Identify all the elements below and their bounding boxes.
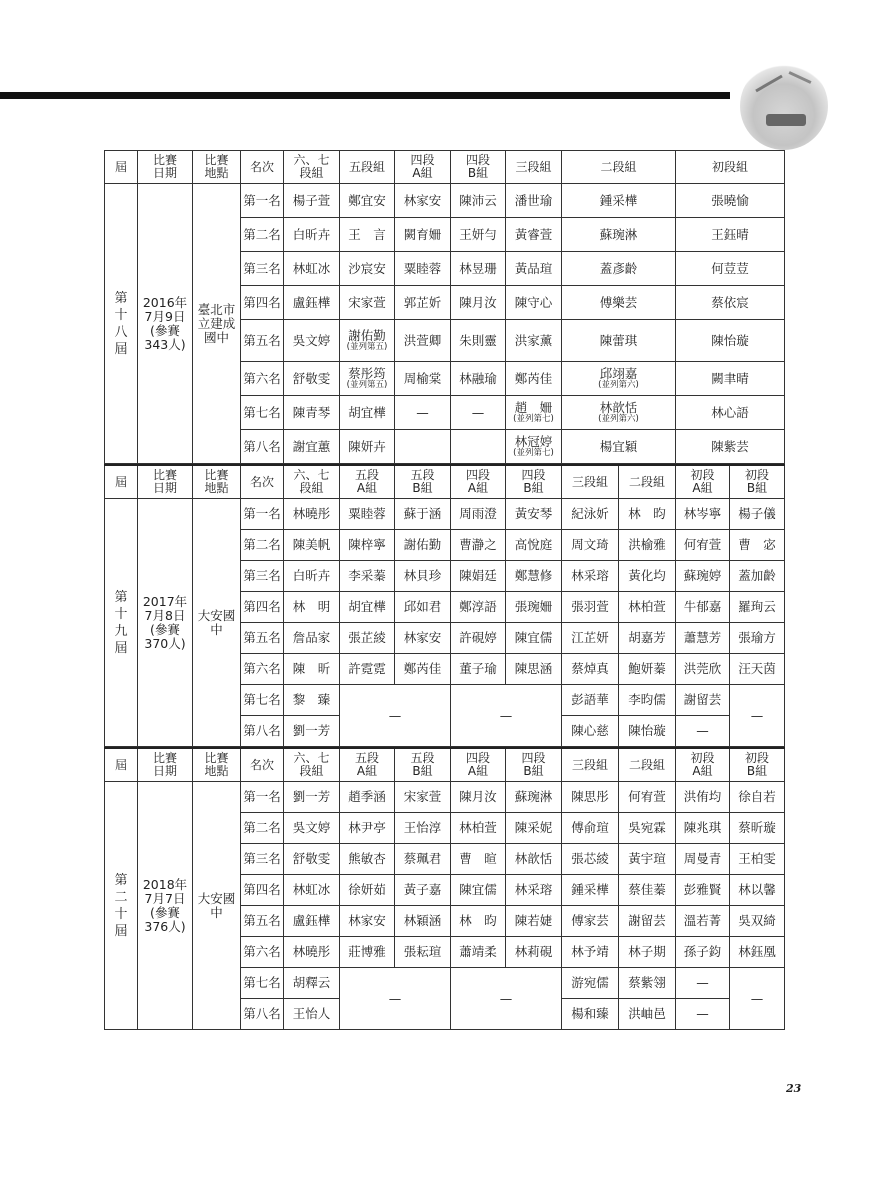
name-cell: 傅樂芸 (562, 286, 676, 320)
name-cell: 林歆恬 (506, 844, 562, 875)
name-cell (562, 396, 676, 430)
name-cell: 陳青琴 (284, 396, 340, 430)
period-cell: 第 十 八 屆 (105, 184, 138, 464)
name-cell: 沙宸安 (340, 252, 395, 286)
name-cell: 蓋彥齡 (562, 252, 676, 286)
empty-dash-cell: — (676, 999, 730, 1030)
header-cell: 比賽 日期 (138, 748, 193, 782)
header-row (105, 748, 785, 782)
name-cell: 盧鈺樺 (284, 286, 340, 320)
name-cell: 蕭慧芳 (676, 623, 730, 654)
header-row (105, 151, 785, 184)
empty-dash-cell: — (395, 396, 451, 430)
rank-cell: 第四名 (241, 286, 284, 320)
name-cell: 江芷妍 (562, 623, 619, 654)
empty-dash-cell: — (730, 968, 785, 1030)
header-cell: 名次 (241, 151, 284, 184)
header-cell: 名次 (241, 465, 284, 499)
name-cell: 林子期 (619, 937, 676, 968)
name-cell (506, 396, 562, 430)
name-cell: 林家安 (395, 184, 451, 218)
place-cell: 臺北市 立建成 國中 (193, 184, 241, 464)
header-cell: 四段 A組 (395, 151, 451, 184)
top-rule (0, 92, 730, 99)
name-text: 邱翊嘉 (599, 366, 638, 381)
name-cell: 朱則靈 (451, 320, 506, 362)
rank-cell: 第六名 (241, 937, 284, 968)
name-cell: 紀泳妡 (562, 499, 619, 530)
tie-note: (並列第七) (513, 448, 554, 458)
empty-dash-cell: — (340, 685, 451, 747)
name-cell: 張芷綾 (340, 623, 395, 654)
name-cell: 曹 宓 (730, 530, 785, 561)
name-cell: 黎 臻 (284, 685, 340, 716)
name-cell: 傅家芸 (562, 906, 619, 937)
header-cell: 屆 (105, 151, 138, 184)
header-cell: 五段組 (340, 151, 395, 184)
header-cell: 六、七 段組 (284, 465, 340, 499)
name-cell: 洪家薰 (506, 320, 562, 362)
name-cell: 舒敬雯 (284, 844, 340, 875)
name-cell: 邱如君 (395, 592, 451, 623)
name-cell: 曹 暄 (451, 844, 506, 875)
name-cell: 蘇琬淋 (506, 782, 562, 813)
name-cell: 陳美帆 (284, 530, 340, 561)
name-cell: 陳思彤 (562, 782, 619, 813)
name-cell: 胡嘉芳 (619, 623, 676, 654)
name-cell: 張瑜方 (730, 623, 785, 654)
name-cell: 王怡淳 (395, 813, 451, 844)
name-cell: 宋家萱 (395, 782, 451, 813)
header-cell: 三段組 (562, 465, 619, 499)
name-cell: 陳宜儒 (451, 875, 506, 906)
name-cell: 洪侑均 (676, 782, 730, 813)
name-cell: 王 言 (340, 218, 395, 252)
name-cell: 張曉愉 (676, 184, 785, 218)
header-cell: 四段 B組 (451, 151, 506, 184)
name-cell: 游宛儒 (562, 968, 619, 999)
tie-note: (並列第五) (346, 342, 388, 352)
empty-dash-cell: — (451, 396, 506, 430)
name-cell: 胡宜樺 (340, 396, 395, 430)
name-cell: 何宥萱 (676, 530, 730, 561)
header-cell: 二段組 (619, 465, 676, 499)
name-cell: 許霓霓 (340, 654, 395, 685)
rank-cell: 第五名 (241, 623, 284, 654)
name-cell: 王鈺晴 (676, 218, 785, 252)
rank-cell: 第六名 (241, 654, 284, 685)
name-cell: 吳宛霖 (619, 813, 676, 844)
name-cell: 陳兆琪 (676, 813, 730, 844)
header-row (105, 465, 785, 499)
name-cell: 謝佑勤 (395, 530, 451, 561)
name-cell: 粟睦蓉 (395, 252, 451, 286)
name-cell: 吳双綺 (730, 906, 785, 937)
name-cell: 陳守心 (506, 286, 562, 320)
name-cell: 何荳荳 (676, 252, 785, 286)
table-19th (104, 464, 785, 747)
header-cell: 初段 B組 (730, 465, 785, 499)
name-cell: 高悅庭 (506, 530, 562, 561)
name-cell: 潘世瑜 (506, 184, 562, 218)
name-cell: 陳怡璇 (619, 716, 676, 747)
empty-cell (395, 430, 451, 464)
header-cell: 名次 (241, 748, 284, 782)
rank-cell: 第三名 (241, 252, 284, 286)
rank-cell: 第四名 (241, 875, 284, 906)
name-cell: 溫若菁 (676, 906, 730, 937)
header-cell: 六、七 段組 (284, 748, 340, 782)
decorative-illustration (740, 62, 828, 150)
name-cell: 黃宇瑄 (619, 844, 676, 875)
name-cell: 蔡焯真 (562, 654, 619, 685)
name-cell: 徐妍茹 (340, 875, 395, 906)
name-cell: 劉一芳 (284, 782, 340, 813)
name-cell: 周榆棠 (395, 362, 451, 396)
name-cell: 楊子萱 (284, 184, 340, 218)
name-cell: 林昱珊 (451, 252, 506, 286)
header-cell: 屆 (105, 465, 138, 499)
name-cell: 蔡依宸 (676, 286, 785, 320)
name-cell: 蔡昕璇 (730, 813, 785, 844)
name-cell: 洪榆雅 (619, 530, 676, 561)
empty-dash-cell: — (340, 968, 451, 1030)
header-cell: 二段組 (562, 151, 676, 184)
rank-cell: 第五名 (241, 906, 284, 937)
page-number: 23 (786, 1082, 802, 1095)
name-cell: 林莉硯 (506, 937, 562, 968)
table-18th (104, 150, 785, 464)
name-cell: 陳梓寧 (340, 530, 395, 561)
header-cell: 五段 B組 (395, 748, 451, 782)
name-cell: 林家安 (395, 623, 451, 654)
name-cell: 曹瀞之 (451, 530, 506, 561)
name-cell: 張耘瑄 (395, 937, 451, 968)
name-cell (340, 320, 395, 362)
name-cell: 羅珣云 (730, 592, 785, 623)
place-cell: 大安國 中 (193, 782, 241, 1030)
header-cell: 比賽 日期 (138, 151, 193, 184)
place-cell: 大安國 中 (193, 499, 241, 747)
name-cell: 彭雅賢 (676, 875, 730, 906)
name-cell: 吳文婷 (284, 320, 340, 362)
empty-dash-cell: — (730, 685, 785, 747)
header-cell: 比賽 地點 (193, 748, 241, 782)
name-cell: 陳月汝 (451, 782, 506, 813)
header-cell: 四段 B組 (506, 748, 562, 782)
name-cell (340, 362, 395, 396)
results-tables (104, 150, 782, 1030)
name-text: 謝佑勤 (348, 328, 386, 343)
name-cell: 舒敬雯 (284, 362, 340, 396)
name-cell: 鍾采樺 (562, 184, 676, 218)
name-cell: 蔡珮君 (395, 844, 451, 875)
name-cell: 牛郁嘉 (676, 592, 730, 623)
name-cell: 董子瑜 (451, 654, 506, 685)
header-cell: 初段 A組 (676, 465, 730, 499)
name-cell: 傅俞瑄 (562, 813, 619, 844)
name-cell: 張琬姍 (506, 592, 562, 623)
name-cell: 周雨澄 (451, 499, 506, 530)
name-cell: 黃品瑄 (506, 252, 562, 286)
name-cell: 趙季涵 (340, 782, 395, 813)
name-cell: 林貝珍 (395, 561, 451, 592)
name-cell: 陳妍卉 (340, 430, 395, 464)
period-cell: 第 十 九 屆 (105, 499, 138, 747)
rank-cell: 第一名 (241, 184, 284, 218)
rank-cell: 第七名 (241, 685, 284, 716)
name-cell: 林曉彤 (284, 499, 340, 530)
name-cell: 林心語 (676, 396, 785, 430)
name-cell: 王妍勻 (451, 218, 506, 252)
name-cell: 林鈺凰 (730, 937, 785, 968)
rank-cell: 第二名 (241, 813, 284, 844)
name-cell: 洪莞欣 (676, 654, 730, 685)
name-cell: 詹品家 (284, 623, 340, 654)
header-cell: 六、七 段組 (284, 151, 340, 184)
name-cell: 陳 昕 (284, 654, 340, 685)
header-cell: 比賽 地點 (193, 151, 241, 184)
name-cell: 林柏萱 (619, 592, 676, 623)
name-cell: 林尹亭 (340, 813, 395, 844)
name-cell: 徐自若 (730, 782, 785, 813)
tie-note: (並列第七) (513, 414, 554, 424)
rank-cell: 第八名 (241, 999, 284, 1030)
header-cell: 屆 (105, 748, 138, 782)
name-cell: 黃睿萱 (506, 218, 562, 252)
name-cell: 林 昀 (619, 499, 676, 530)
name-cell (506, 430, 562, 464)
name-cell: 鄭慧修 (506, 561, 562, 592)
header-cell: 二段組 (619, 748, 676, 782)
name-cell: 陳心慈 (562, 716, 619, 747)
name-cell: 黃子嘉 (395, 875, 451, 906)
name-text: 蔡彤筠 (348, 366, 386, 381)
name-cell: 張羽萱 (562, 592, 619, 623)
name-cell: 彭語華 (562, 685, 619, 716)
name-text: 趙 姍 (514, 400, 553, 415)
name-cell: 林予靖 (562, 937, 619, 968)
name-cell: 白昕卉 (284, 561, 340, 592)
name-cell: 王柏雯 (730, 844, 785, 875)
name-cell: 林采瑢 (506, 875, 562, 906)
name-cell: 熊敏杏 (340, 844, 395, 875)
name-cell: 莊博雅 (340, 937, 395, 968)
rank-cell: 第三名 (241, 561, 284, 592)
name-cell: 林融瑜 (451, 362, 506, 396)
name-cell: 林虹冰 (284, 875, 340, 906)
date-cell: 2016年 7月9日 (參賽 343人) (138, 184, 193, 464)
table-20th (104, 747, 785, 1030)
name-cell: 陳蕾琪 (562, 320, 676, 362)
name-cell: 黃化均 (619, 561, 676, 592)
name-cell: 陳月汝 (451, 286, 506, 320)
name-cell: 蘇于涵 (395, 499, 451, 530)
name-cell: 洪萱卿 (395, 320, 451, 362)
name-cell: 宋家萱 (340, 286, 395, 320)
name-cell: 鄭芮佳 (395, 654, 451, 685)
rank-cell: 第八名 (241, 430, 284, 464)
name-cell: 闕育姍 (395, 218, 451, 252)
name-cell: 林 明 (284, 592, 340, 623)
name-cell: 郭芷妡 (395, 286, 451, 320)
name-cell: 蘇琬淋 (562, 218, 676, 252)
header-cell: 初段組 (676, 151, 785, 184)
name-cell: 謝留芸 (676, 685, 730, 716)
header-cell: 三段組 (562, 748, 619, 782)
name-cell: 謝留芸 (619, 906, 676, 937)
name-text: 林歆恬 (599, 400, 638, 415)
name-cell: 汪天茵 (730, 654, 785, 685)
name-cell: 楊和臻 (562, 999, 619, 1030)
rank-cell: 第一名 (241, 499, 284, 530)
name-cell: 黃安琴 (506, 499, 562, 530)
name-cell: 蕭靖柔 (451, 937, 506, 968)
name-cell: 陳宜儒 (506, 623, 562, 654)
name-cell: 孫子鈞 (676, 937, 730, 968)
name-cell: 鄭宜安 (340, 184, 395, 218)
name-cell: 楊宜穎 (562, 430, 676, 464)
name-cell: 林以馨 (730, 875, 785, 906)
name-cell: 白昕卉 (284, 218, 340, 252)
name-cell: 陳紫芸 (676, 430, 785, 464)
period-cell: 第 二 十 屆 (105, 782, 138, 1030)
name-cell (562, 362, 676, 396)
name-cell: 李昀儒 (619, 685, 676, 716)
name-cell: 林柏萱 (451, 813, 506, 844)
name-cell: 楊子儀 (730, 499, 785, 530)
name-cell: 胡釋云 (284, 968, 340, 999)
table-row (105, 184, 785, 218)
name-cell: 陳若婕 (506, 906, 562, 937)
name-cell: 劉一芳 (284, 716, 340, 747)
empty-dash-cell: — (451, 968, 562, 1030)
name-cell: 林曉彤 (284, 937, 340, 968)
name-cell: 闕聿晴 (676, 362, 785, 396)
name-cell: 蘇琬婷 (676, 561, 730, 592)
name-cell: 陳怡璇 (676, 320, 785, 362)
rank-cell: 第二名 (241, 530, 284, 561)
rank-cell: 第六名 (241, 362, 284, 396)
rank-cell: 第四名 (241, 592, 284, 623)
rank-cell: 第三名 (241, 844, 284, 875)
name-cell: 李采蓁 (340, 561, 395, 592)
header-cell: 比賽 地點 (193, 465, 241, 499)
name-cell: 蓋加齡 (730, 561, 785, 592)
rank-cell: 第二名 (241, 218, 284, 252)
header-cell: 三段組 (506, 151, 562, 184)
name-cell: 林虹冰 (284, 252, 340, 286)
name-cell: 林采瑢 (562, 561, 619, 592)
header-cell: 初段 A組 (676, 748, 730, 782)
empty-dash-cell: — (676, 968, 730, 999)
tie-note: (並列第五) (346, 380, 388, 390)
name-text: 林冠婷 (514, 434, 553, 449)
name-cell: 盧鈺樺 (284, 906, 340, 937)
date-cell: 2018年 7月7日 (參賽 376人) (138, 782, 193, 1030)
empty-dash-cell: — (451, 685, 562, 747)
header-cell: 五段 A組 (340, 748, 395, 782)
name-cell: 鄭淳語 (451, 592, 506, 623)
name-cell: 謝宜蕙 (284, 430, 340, 464)
header-cell: 五段 B組 (395, 465, 451, 499)
rank-cell: 第七名 (241, 396, 284, 430)
name-cell: 周文琦 (562, 530, 619, 561)
name-cell: 蔡佳蓁 (619, 875, 676, 906)
rank-cell: 第八名 (241, 716, 284, 747)
tie-note: (並列第六) (598, 414, 639, 424)
rank-cell: 第一名 (241, 782, 284, 813)
name-cell: 林穎涵 (395, 906, 451, 937)
name-cell: 張芯綾 (562, 844, 619, 875)
header-cell: 初段 B組 (730, 748, 785, 782)
tie-note: (並列第六) (598, 380, 639, 390)
name-cell: 胡宜樺 (340, 592, 395, 623)
header-cell: 四段 A組 (451, 748, 506, 782)
name-cell: 周曼青 (676, 844, 730, 875)
header-cell: 四段 A組 (451, 465, 506, 499)
name-cell: 陳沛云 (451, 184, 506, 218)
name-cell: 鄭芮佳 (506, 362, 562, 396)
name-cell: 粟睦蓉 (340, 499, 395, 530)
name-cell: 鮑妍蓁 (619, 654, 676, 685)
empty-cell (451, 430, 506, 464)
rank-cell: 第五名 (241, 320, 284, 362)
name-cell: 許硯婷 (451, 623, 506, 654)
name-cell: 林 昀 (451, 906, 506, 937)
name-cell: 蔡紫翎 (619, 968, 676, 999)
name-cell: 陳采妮 (506, 813, 562, 844)
rank-cell: 第七名 (241, 968, 284, 999)
name-cell: 洪岫邑 (619, 999, 676, 1030)
header-cell: 比賽 日期 (138, 465, 193, 499)
header-cell: 四段 B組 (506, 465, 562, 499)
table-row (105, 499, 785, 530)
header-cell: 五段 A組 (340, 465, 395, 499)
name-cell: 何宥萱 (619, 782, 676, 813)
empty-dash-cell: — (676, 716, 730, 747)
date-cell: 2017年 7月8日 (參賽 370人) (138, 499, 193, 747)
name-cell: 陳思涵 (506, 654, 562, 685)
name-cell: 林岑寧 (676, 499, 730, 530)
name-cell: 王怡人 (284, 999, 340, 1030)
name-cell: 陳娟廷 (451, 561, 506, 592)
name-cell: 鍾采樺 (562, 875, 619, 906)
name-cell: 林家安 (340, 906, 395, 937)
table-row (105, 782, 785, 813)
name-cell: 吳文婷 (284, 813, 340, 844)
